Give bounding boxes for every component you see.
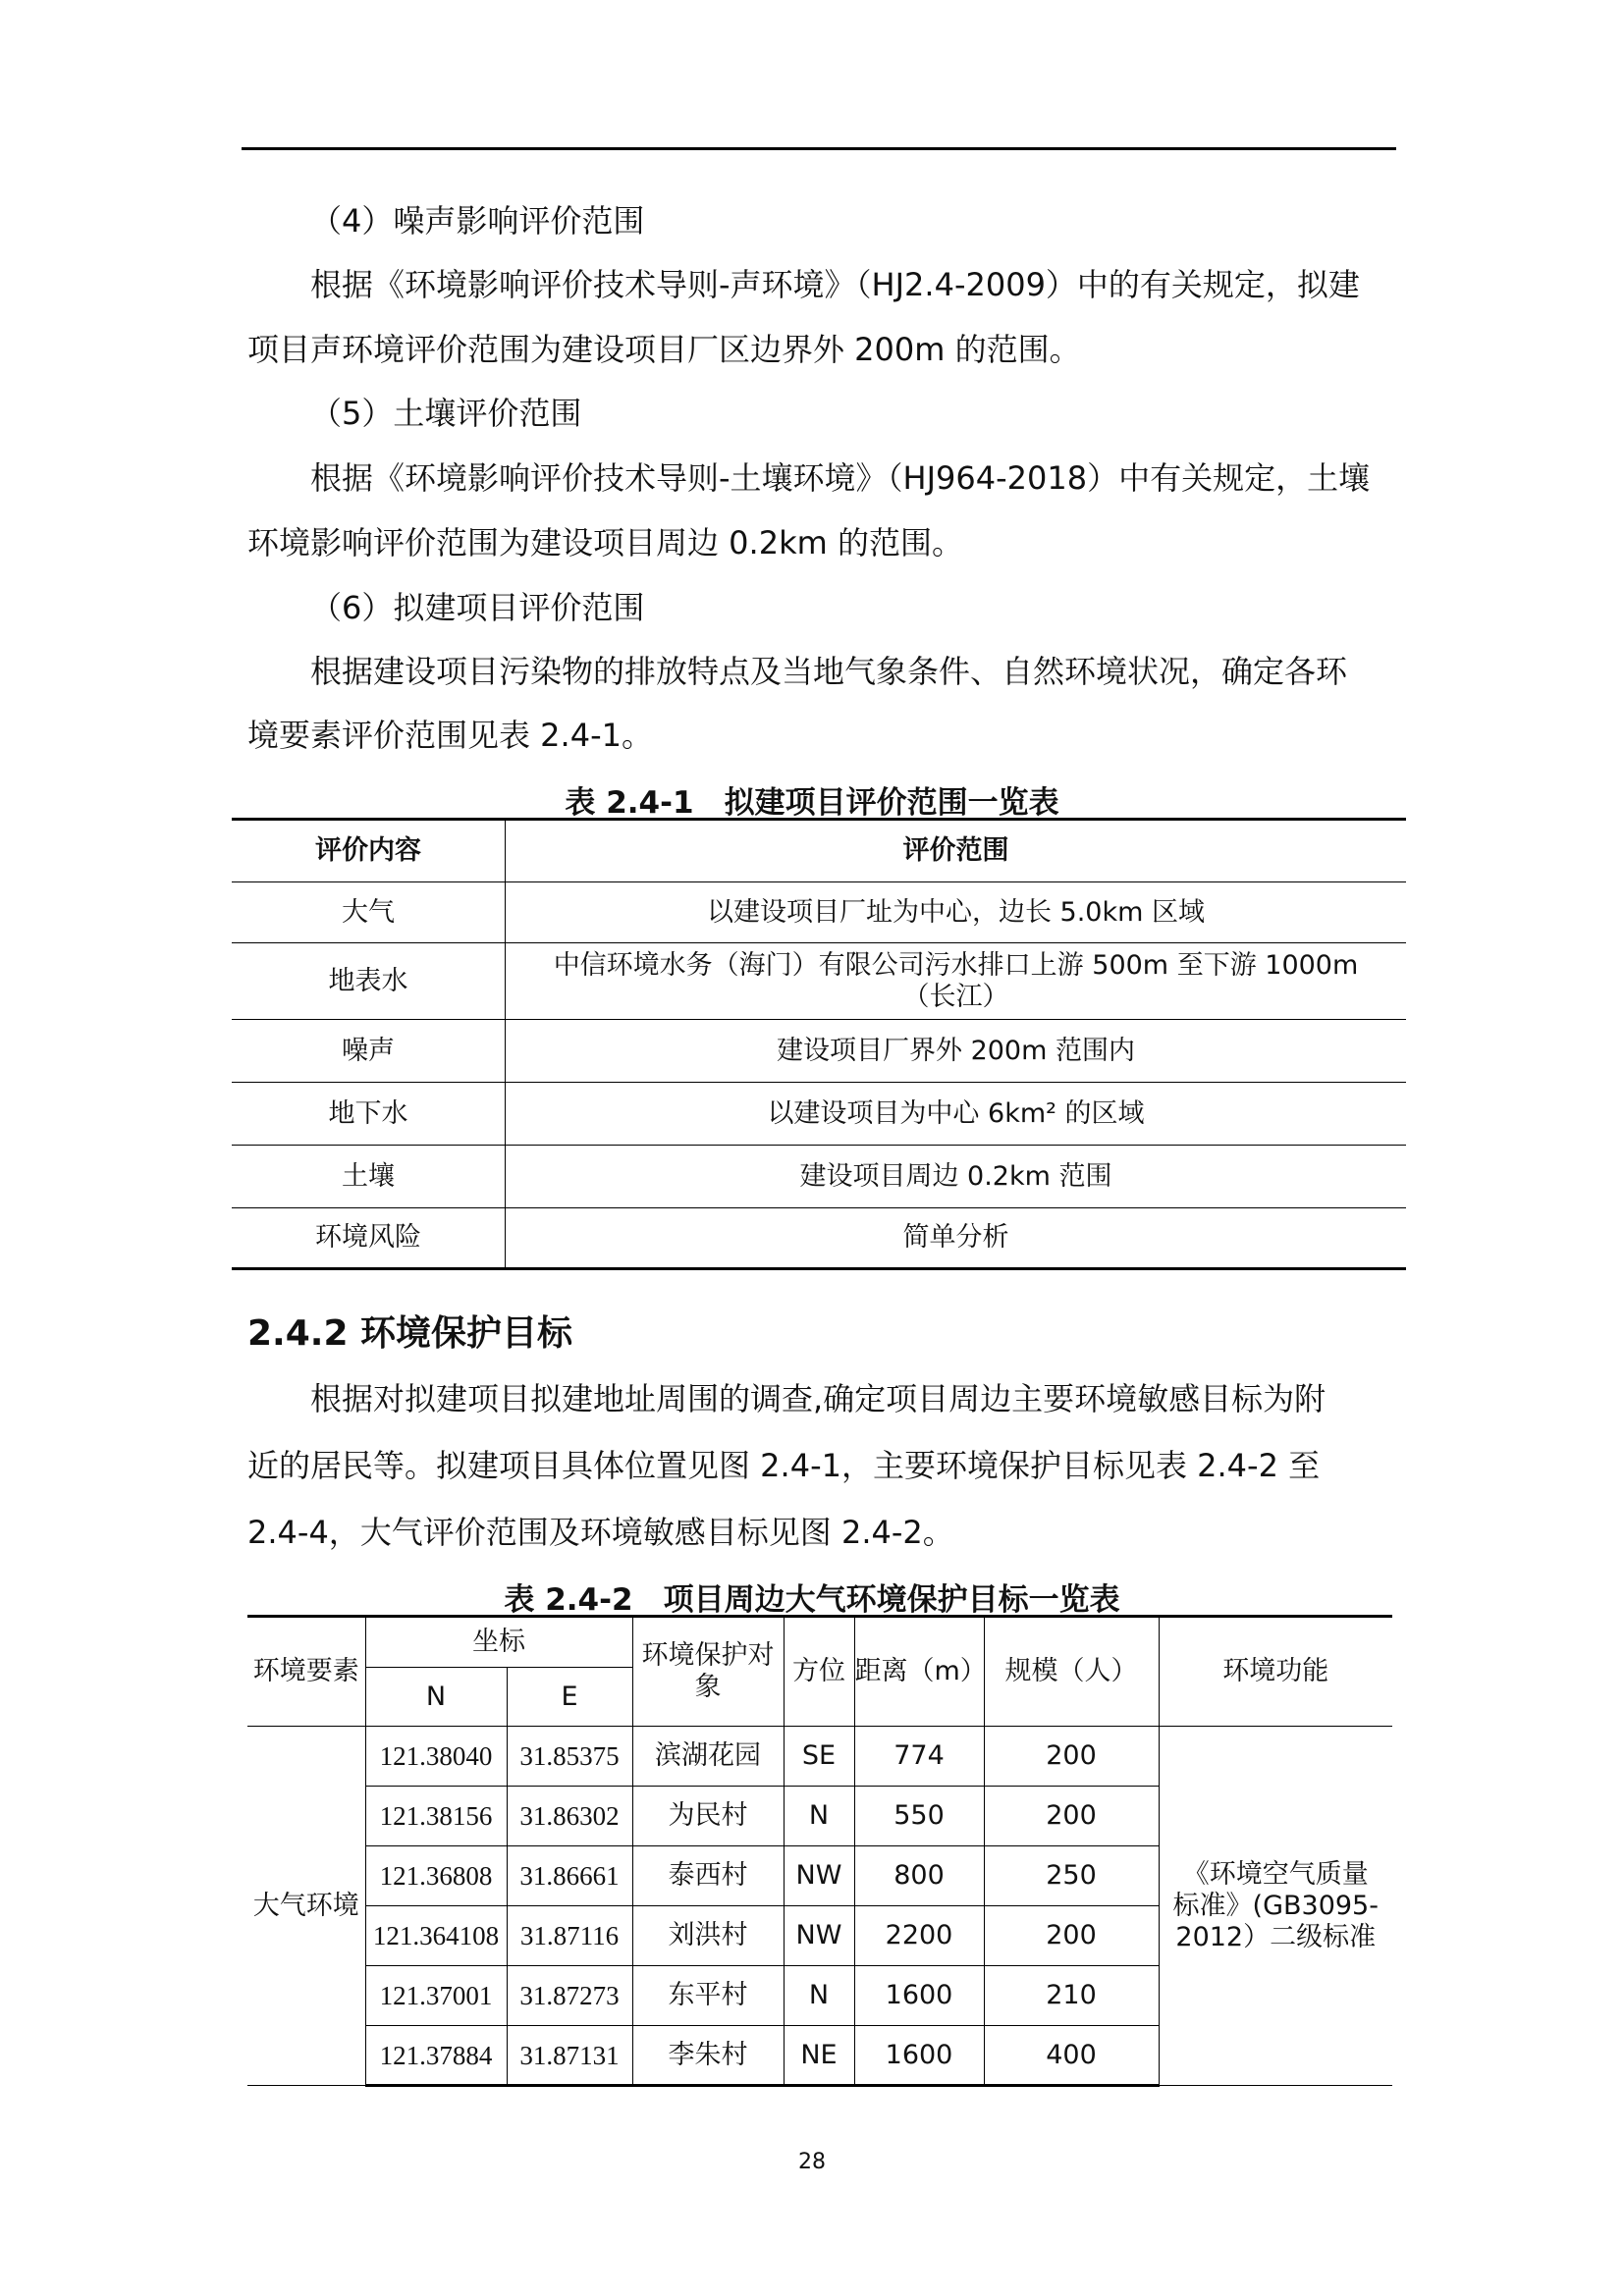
table-cell: 李朱村: [632, 2026, 784, 2086]
table-cell: 121.36808: [365, 1846, 507, 1906]
air-protection-targets-table: [247, 1615, 1392, 2087]
table-cell: 环境风险: [232, 1208, 506, 1269]
table-row: [232, 1146, 1406, 1208]
table-cell: 31.87116: [507, 1906, 632, 1966]
table-row: [232, 1208, 1406, 1269]
paragraph-line: 根据《环境影响评价技术导则-声环境》（HJ2.4-2009）中的有关规定，拟建: [310, 266, 1360, 303]
table-cell: 以建设项目为中心 6km² 的区域: [506, 1083, 1407, 1146]
table-row: [232, 1020, 1406, 1083]
table-row: [247, 1727, 1392, 1787]
table-cell: N: [784, 1966, 854, 2026]
paragraph-line: 项目声环境评价范围为建设项目厂区边界外 200m 的范围。: [247, 331, 1081, 368]
paragraph-line: 根据对拟建项目拟建地址周围的调查,确定项目周边主要环境敏感目标为附: [310, 1380, 1326, 1417]
table-cell: 滨湖花园: [632, 1727, 784, 1787]
subsection-heading-soil: （5）土壤评价范围: [310, 395, 582, 432]
table-cell: 121.37884: [365, 2026, 507, 2086]
table-cell: 1600: [854, 1966, 984, 2026]
table-cell: 774: [854, 1727, 984, 1787]
table-cell: 31.87131: [507, 2026, 632, 2086]
table-row: [232, 943, 1406, 1020]
table-header-cell: 坐标: [365, 1617, 632, 1668]
table-cell: 1600: [854, 2026, 984, 2086]
table-cell: 建设项目厂界外 200m 范围内: [506, 1020, 1407, 1083]
table-cell: NE: [784, 2026, 854, 2086]
table-cell: 200: [984, 1787, 1159, 1846]
table-row: [232, 1083, 1406, 1146]
table-cell: 200: [984, 1727, 1159, 1787]
table-cell: 250: [984, 1846, 1159, 1906]
table-cell: 121.37001: [365, 1966, 507, 2026]
table-header-cell: 环境要素: [247, 1617, 365, 1727]
table-row: [232, 882, 1406, 943]
table-cell: 550: [854, 1787, 984, 1846]
table-cell: 2200: [854, 1906, 984, 1966]
table-header-cell: N: [365, 1668, 507, 1727]
paragraph-line: 近的居民等。拟建项目具体位置见图 2.4-1，主要环境保护目标见表 2.4-2 至: [247, 1447, 1321, 1484]
table-caption: 表 2.4-1 拟建项目评价范围一览表: [565, 785, 1059, 821]
table-cell: 泰西村: [632, 1846, 784, 1906]
table-header-row: [232, 820, 1406, 882]
table-header-cell: 评价内容: [232, 820, 506, 882]
table-cell: 中信环境水务（海门）有限公司污水排口上游 500m 至下游 1000m（长江）: [506, 943, 1407, 1020]
table-header-cell: 评价范围: [506, 820, 1407, 882]
table-cell: NW: [784, 1906, 854, 1966]
evaluation-scope-table: [232, 818, 1406, 1270]
page-number: 28: [798, 2150, 826, 2174]
paragraph-line: 境要素评价范围见表 2.4-1。: [247, 717, 653, 754]
table-cell: 建设项目周边 0.2km 范围: [506, 1146, 1407, 1208]
subsection-heading-project: （6）拟建项目评价范围: [310, 589, 645, 626]
header-rule: [242, 147, 1396, 150]
table-cell: N: [784, 1787, 854, 1846]
table-header-cell: 距离（m）: [854, 1617, 984, 1727]
table-header-cell: 环境保护对象: [632, 1617, 784, 1727]
table-cell: 简单分析: [506, 1208, 1407, 1269]
subsection-heading-noise: （4）噪声影响评价范围: [310, 202, 645, 240]
paragraph-line: 2.4-4，大气评价范围及环境敏感目标见图 2.4-2。: [247, 1514, 954, 1551]
table-cell: 东平村: [632, 1966, 784, 2026]
table-cell: 31.85375: [507, 1727, 632, 1787]
table-cell: 以建设项目厂址为中心，边长 5.0km 区域: [506, 882, 1407, 943]
table-cell: 31.86661: [507, 1846, 632, 1906]
table-cell: 刘洪村: [632, 1906, 784, 1966]
table-cell: 大气环境: [247, 1727, 365, 2086]
paragraph-line: 根据《环境影响评价技术导则-土壤环境》（HJ964-2018）中有关规定，土壤: [310, 459, 1371, 497]
table-header-cell: 规模（人）: [984, 1617, 1159, 1727]
table-cell: 121.38040: [365, 1727, 507, 1787]
table-cell: 大气: [232, 882, 506, 943]
paragraph-line: 根据建设项目污染物的排放特点及当地气象条件、自然环境状况，确定各环: [310, 653, 1348, 690]
table-header-row: [247, 1617, 1392, 1668]
table-cell: 800: [854, 1846, 984, 1906]
table-header-cell: E: [507, 1668, 632, 1727]
table-cell: 土壤: [232, 1146, 506, 1208]
paragraph-line: 环境影响评价范围为建设项目周边 0.2km 的范围。: [247, 524, 963, 561]
table-header-cell: 方位: [784, 1617, 854, 1727]
table-cell: 地表水: [232, 943, 506, 1020]
section-heading: 2.4.2 环境保护目标: [247, 1313, 573, 1354]
table-cell: SE: [784, 1727, 854, 1787]
table-cell: 《环境空气质量标准》(GB3095-2012）二级标准: [1159, 1727, 1392, 2086]
table-cell: NW: [784, 1846, 854, 1906]
table-cell: 200: [984, 1906, 1159, 1966]
table-header-cell: 环境功能: [1159, 1617, 1392, 1727]
table-cell: 噪声: [232, 1020, 506, 1083]
table-caption: 表 2.4-2 项目周边大气环境保护目标一览表: [504, 1582, 1120, 1618]
table-cell: 31.87273: [507, 1966, 632, 2026]
table-cell: 为民村: [632, 1787, 784, 1846]
table-cell: 121.38156: [365, 1787, 507, 1846]
table-cell: 31.86302: [507, 1787, 632, 1846]
table-cell: 地下水: [232, 1083, 506, 1146]
table-cell: 210: [984, 1966, 1159, 2026]
table-cell: 121.364108: [365, 1906, 507, 1966]
table-cell: 400: [984, 2026, 1159, 2086]
